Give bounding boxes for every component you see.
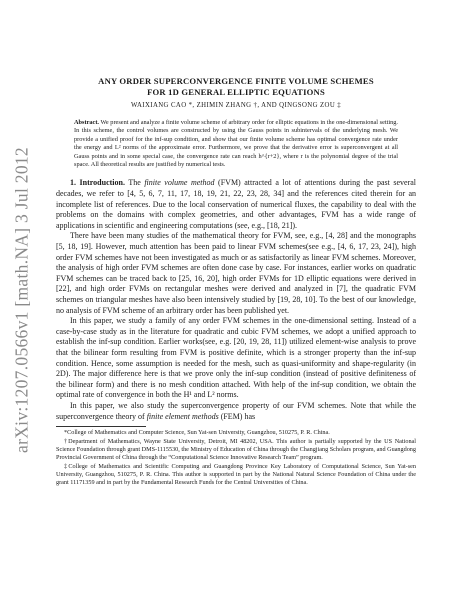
abstract bbox=[74, 119, 398, 169]
intro-paragraph-1 bbox=[56, 178, 416, 231]
footnote-3: ‡College of Mathematics and Scientific Computing and Guangdong Province Key Laboratory of Computational Science, Sun Yat-sen University, Guangzhou, 510275, P. R. China. This author is supported in part by the National Natural Science Foundation of China under the grant 11171359 and in part by the Fundamental Research Funds for the Central Universities of China. bbox=[56, 462, 416, 486]
footnote-1: *College of Mathematics and Computer Science, Sun Yat-sen University, Guangzhou, 510275, P. R. China. bbox=[64, 429, 330, 437]
intro-paragraph-4 bbox=[56, 401, 416, 422]
author-list: WAIXIANG CAO *, ZHIMIN ZHANG †, AND QINGSONG ZOU ‡ bbox=[130, 102, 342, 109]
paper-title bbox=[56, 76, 416, 98]
paper-content bbox=[56, 76, 416, 487]
intro-p1-rest: (FVM) attracted a lot of attentions during the past several decades, we refer to [4, 5, 6, 7, 11, 17, 18, 19, 21, 22, 23, 28, 34] and the references cited therein for an incomplete list of references. Due to the local conservation of numerical fluxes, the capability to deal with the problems on the domains with complex geometries, and other advantages, FVM has a wide range of applications in scientific and engineering computations (see, e.g., [18, 21]). bbox=[56, 178, 417, 230]
intro-p4-emphasis: finite element methods bbox=[146, 411, 219, 421]
abstract-text: We present and analyze a finite volume scheme of arbitrary order for elliptic equations in the one-dimensional setting. In this scheme, the control volumes are constructed by using the Gauss points in subintervals of the underlying mesh. We provide a unified proof for the inf-sup condition, and show that our finite volume scheme has optimal convergence rate under the energy and L² norms of the approximate error. Furthermore, we prove that the derivative error is superconvergent at all Gauss points and in some special case, the convergence rate can reach h^{r+2}, where r is the polynomial degree of the trial space. All theoretical results are justified by numerical tests. bbox=[74, 119, 398, 169]
footnote-2: †Department of Mathematics, Wayne State University, Detroit, MI 48202, USA. This author is partially supported by the US National Science Foundation through grant DMS-1115530, the Ministry of Education of China through the Changjiang Scholars program, and Guangdong Provincial Government of China through the “Computational Science Innovative Research Team” program. bbox=[56, 438, 416, 461]
section-heading: 1. Introduction. bbox=[70, 178, 125, 188]
footnotes bbox=[56, 429, 416, 486]
title-line-1: ANY ORDER SUPERCONVERGENCE FINITE VOLUME SCHEMES bbox=[98, 76, 374, 86]
intro-p4-start: In this paper, we also study the superconvergence property of our FVM schemes. Note that while the superconvergence theory of bbox=[56, 400, 416, 421]
arxiv-identifier: arXiv:1207.0566v1 [math.NA] 3 Jul 2012 bbox=[11, 147, 32, 453]
arxiv-identifier-stamp bbox=[2, 80, 42, 520]
title-line-2: FOR 1D GENERAL ELLIPTIC EQUATIONS bbox=[147, 87, 325, 97]
footnote-divider bbox=[56, 426, 146, 427]
intro-p1-start: The bbox=[128, 178, 141, 188]
introduction-section bbox=[56, 178, 416, 422]
abstract-label: Abstract. bbox=[74, 119, 100, 126]
intro-p4-rest: (FEM) has bbox=[220, 411, 256, 421]
intro-paragraph-3: In this paper, we study a family of any order FVM schemes in the one-dimensional setting. Instead of a case-by-case study as in the literature for quadratic and cubic FVM schemes, we adopt a unified approach to establish the inf-sup condition. Earlier works(see, e.g. [20, 19, 28, 11]) utilized element-wise analysis to prove that the bilinear form resulting from FVM is positive definite, which is a stronger property than the inf-sup condition. Hence, some assumption is needed for the mesh, such as quasi-uniformity and shape-regularity (in 2D). The major difference here is that we prove only the inf-sup condition (instead of positive definiteness of the bilinear form) and there is no mesh condition attached. With help of the inf-sup condition, we obtain the optimal rate of convergence in both the H¹ and L² norms. bbox=[56, 316, 416, 400]
intro-paragraph-2: There have been many studies of the mathematical theory for FVM, see, e.g., [4, 28] and the monographs [5, 18, 19]. However, much attention has been paid to linear FVM schemes(see e.g., [4, 6, 17, 23, 24]), high order FVM schemes have not been investigated as much or as satisfactorily as linear FVM schemes. Moreover, the analysis of high order FVM schemes are often done case by case. For instances, earlier works on quadratic FVM schemes can be traced back to [25, 16, 20], high order FVMs for 1D elliptic equations were derived in [22], and high order FVMs on rectangular meshes were derived and analyzed in [7], the quadratic FVM schemes on triangular meshes have also been intensively studied by [19, 28, 10]. To the best of our knowledge, no analysis of FVM scheme of an arbitrary order has been published yet. bbox=[56, 231, 416, 315]
intro-p1-emphasis: finite volume method bbox=[144, 178, 215, 188]
